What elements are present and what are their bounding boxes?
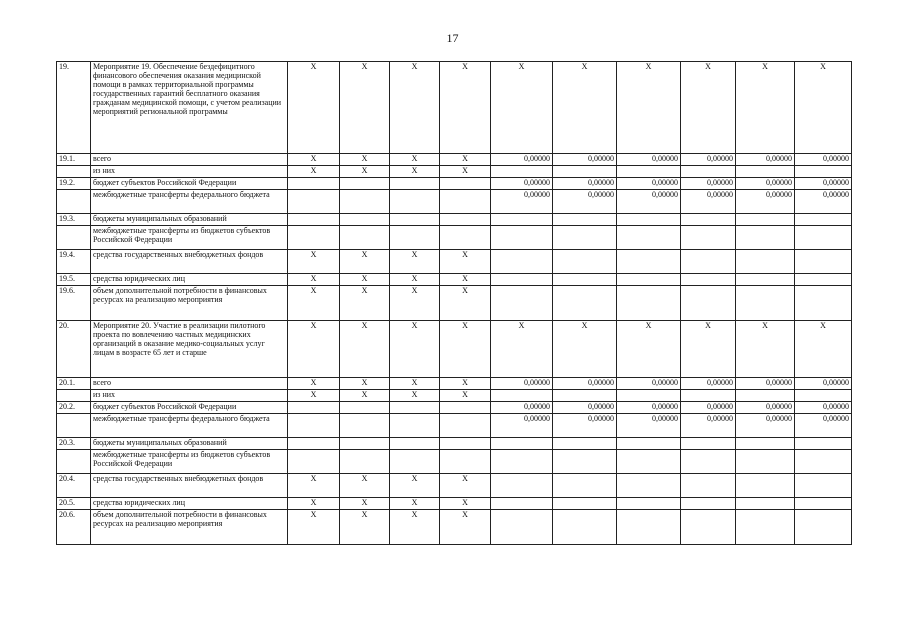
- table-cell: X: [440, 474, 491, 498]
- table-cell: X: [288, 62, 340, 154]
- table-row: [57, 226, 852, 250]
- table-cell: [617, 166, 681, 178]
- table-cell: 0,00000: [681, 402, 736, 414]
- row-name: из них: [91, 166, 288, 178]
- table-cell: [553, 286, 617, 321]
- table-cell: X: [553, 321, 617, 378]
- table-cell: 0,00000: [491, 178, 553, 190]
- table-cell: [617, 250, 681, 274]
- table-cell: X: [390, 250, 440, 274]
- row-number: 20.4.: [57, 474, 91, 498]
- table-cell: [795, 510, 852, 545]
- table-cell: [390, 450, 440, 474]
- table-cell: X: [617, 62, 681, 154]
- table-cell: 0,00000: [795, 154, 852, 166]
- table-cell: 0,00000: [491, 402, 553, 414]
- table-cell: [553, 214, 617, 226]
- row-name: всего: [91, 154, 288, 166]
- table-cell: [795, 450, 852, 474]
- table-cell: [681, 226, 736, 250]
- table-cell: X: [795, 321, 852, 378]
- table-row: [57, 286, 852, 321]
- table-cell: [440, 402, 491, 414]
- table-cell: 0,00000: [795, 190, 852, 214]
- table-cell: X: [440, 62, 491, 154]
- table-cell: [795, 226, 852, 250]
- table-cell: X: [390, 166, 440, 178]
- table-cell: 0,00000: [681, 378, 736, 390]
- table-cell: 0,00000: [617, 414, 681, 438]
- table-row: [57, 166, 852, 178]
- table-cell: X: [617, 321, 681, 378]
- table-cell: [553, 166, 617, 178]
- row-name: объем дополнительной потребности в финансовых ресурсах на реализацию мероприятия: [91, 510, 288, 545]
- page-number: 17: [446, 31, 459, 45]
- table-cell: X: [288, 390, 340, 402]
- table-cell: X: [390, 154, 440, 166]
- table-cell: 0,00000: [491, 378, 553, 390]
- table-cell: [491, 274, 553, 286]
- table-cell: X: [288, 378, 340, 390]
- table-cell: 0,00000: [553, 154, 617, 166]
- row-name: средства юридических лиц: [91, 274, 288, 286]
- table-cell: [681, 474, 736, 498]
- table-cell: [681, 498, 736, 510]
- table-cell: [617, 226, 681, 250]
- row-name: из них: [91, 390, 288, 402]
- table-cell: [553, 474, 617, 498]
- row-number: 20.1.: [57, 378, 91, 390]
- table-cell: X: [340, 321, 390, 378]
- table-cell: [288, 402, 340, 414]
- table-cell: 0,00000: [617, 154, 681, 166]
- table-row: [57, 62, 852, 154]
- table-cell: X: [288, 510, 340, 545]
- table-cell: X: [390, 378, 440, 390]
- row-name: объем дополнительной потребности в финансовых ресурсах на реализацию мероприятия: [91, 286, 288, 321]
- table-cell: [288, 214, 340, 226]
- row-number: 20.6.: [57, 510, 91, 545]
- table-cell: [736, 390, 795, 402]
- table-cell: 0,00000: [553, 414, 617, 438]
- table-cell: [288, 450, 340, 474]
- table-cell: [617, 274, 681, 286]
- table-cell: [681, 390, 736, 402]
- table-cell: [340, 414, 390, 438]
- row-number: 19.: [57, 62, 91, 154]
- table-cell: X: [390, 286, 440, 321]
- table-row: [57, 402, 852, 414]
- row-number: [57, 190, 91, 214]
- row-name: бюджет субъектов Российской Федерации: [91, 402, 288, 414]
- table-cell: [340, 214, 390, 226]
- table-row: [57, 190, 852, 214]
- table-cell: X: [340, 286, 390, 321]
- table-row: [57, 250, 852, 274]
- table-cell: [681, 286, 736, 321]
- table-cell: [440, 414, 491, 438]
- table-cell: [440, 178, 491, 190]
- table-cell: [617, 214, 681, 226]
- table-cell: [617, 450, 681, 474]
- table-cell: [440, 450, 491, 474]
- table-cell: [553, 438, 617, 450]
- table-row: [57, 498, 852, 510]
- table-row: [57, 450, 852, 474]
- table-cell: [736, 474, 795, 498]
- table-cell: [390, 414, 440, 438]
- table-cell: 0,00000: [553, 378, 617, 390]
- table-cell: [340, 190, 390, 214]
- table-cell: [390, 226, 440, 250]
- table-cell: 0,00000: [617, 378, 681, 390]
- table-cell: [491, 390, 553, 402]
- table-cell: X: [440, 321, 491, 378]
- table-cell: [440, 438, 491, 450]
- row-name: межбюджетные трансферты из бюджетов субъектов Российской Федерации: [91, 450, 288, 474]
- table-cell: [736, 250, 795, 274]
- table-cell: [491, 166, 553, 178]
- table-cell: [681, 450, 736, 474]
- table-row: [57, 510, 852, 545]
- table-cell: 0,00000: [553, 402, 617, 414]
- table-cell: X: [288, 474, 340, 498]
- table-cell: 0,00000: [491, 190, 553, 214]
- row-name: Мероприятие 20. Участие в реализации пилотного проекта по вовлечению частных медицинских организаций в оказание медико-социальных услуг лицам в возрасте 65 лет и старше: [91, 321, 288, 378]
- row-name: бюджеты муниципальных образований: [91, 438, 288, 450]
- table-cell: [736, 286, 795, 321]
- table-cell: [736, 510, 795, 545]
- table-row: [57, 378, 852, 390]
- table-cell: 0,00000: [681, 178, 736, 190]
- table-cell: X: [440, 154, 491, 166]
- table-row: [57, 438, 852, 450]
- table-cell: X: [440, 286, 491, 321]
- table-cell: X: [340, 390, 390, 402]
- row-number: [57, 390, 91, 402]
- table-cell: X: [340, 498, 390, 510]
- table-cell: 0,00000: [617, 190, 681, 214]
- table-cell: [390, 178, 440, 190]
- table-cell: [617, 474, 681, 498]
- table-cell: X: [340, 154, 390, 166]
- table-cell: [617, 390, 681, 402]
- table-cell: 0,00000: [736, 402, 795, 414]
- table-cell: 0,00000: [617, 402, 681, 414]
- table-cell: X: [440, 250, 491, 274]
- table-cell: [736, 226, 795, 250]
- table-cell: [681, 510, 736, 545]
- table-cell: [491, 510, 553, 545]
- row-name: средства государственных внебюджетных фондов: [91, 250, 288, 274]
- table-cell: [440, 214, 491, 226]
- table-cell: [491, 250, 553, 274]
- table-cell: 0,00000: [491, 154, 553, 166]
- row-name: средства государственных внебюджетных фондов: [91, 474, 288, 498]
- table-cell: 0,00000: [795, 402, 852, 414]
- table-cell: [340, 226, 390, 250]
- table-cell: [617, 510, 681, 545]
- table-cell: 0,00000: [617, 178, 681, 190]
- table-cell: [795, 474, 852, 498]
- row-name: межбюджетные трансферты федерального бюджета: [91, 414, 288, 438]
- table-cell: X: [288, 154, 340, 166]
- table-cell: X: [390, 390, 440, 402]
- table-row: [57, 474, 852, 498]
- table-cell: [553, 250, 617, 274]
- table-cell: 0,00000: [736, 154, 795, 166]
- table-cell: 0,00000: [795, 414, 852, 438]
- table-row: [57, 414, 852, 438]
- table-cell: [681, 214, 736, 226]
- table-cell: 0,00000: [795, 378, 852, 390]
- table-cell: [288, 226, 340, 250]
- table-cell: X: [288, 321, 340, 378]
- table-cell: X: [288, 250, 340, 274]
- table-cell: X: [340, 510, 390, 545]
- table-cell: X: [288, 498, 340, 510]
- table-cell: X: [288, 274, 340, 286]
- table-cell: [681, 438, 736, 450]
- row-name: средства юридических лиц: [91, 498, 288, 510]
- table-cell: X: [340, 62, 390, 154]
- table-cell: [553, 226, 617, 250]
- table-cell: X: [340, 378, 390, 390]
- table-row: [57, 178, 852, 190]
- table-cell: [681, 166, 736, 178]
- table-cell: X: [340, 474, 390, 498]
- table-cell: 0,00000: [736, 378, 795, 390]
- table-cell: [390, 214, 440, 226]
- table-cell: X: [440, 378, 491, 390]
- table-cell: X: [491, 321, 553, 378]
- row-number: 20.: [57, 321, 91, 378]
- table-cell: X: [390, 510, 440, 545]
- budget-table: [56, 61, 852, 545]
- table-cell: X: [340, 250, 390, 274]
- table-cell: [491, 474, 553, 498]
- table-cell: X: [390, 274, 440, 286]
- table-cell: [340, 438, 390, 450]
- table-cell: X: [440, 274, 491, 286]
- table-cell: X: [736, 321, 795, 378]
- table-cell: [795, 214, 852, 226]
- row-number: 19.5.: [57, 274, 91, 286]
- row-number: 20.2.: [57, 402, 91, 414]
- table-cell: X: [340, 274, 390, 286]
- table-cell: [288, 438, 340, 450]
- table-cell: [795, 166, 852, 178]
- table-row: [57, 214, 852, 226]
- table-cell: [390, 402, 440, 414]
- table-cell: X: [390, 62, 440, 154]
- row-name: межбюджетные трансферты из бюджетов субъектов Российской Федерации: [91, 226, 288, 250]
- table-cell: [795, 274, 852, 286]
- table-cell: 0,00000: [553, 190, 617, 214]
- table-cell: [736, 450, 795, 474]
- table-cell: X: [440, 510, 491, 545]
- table-cell: [795, 390, 852, 402]
- table-row: [57, 390, 852, 402]
- table-cell: [736, 438, 795, 450]
- table-cell: [340, 178, 390, 190]
- table-cell: [736, 498, 795, 510]
- table-cell: [553, 274, 617, 286]
- table-cell: [491, 498, 553, 510]
- row-number: 20.3.: [57, 438, 91, 450]
- table-cell: [617, 498, 681, 510]
- table-row: [57, 274, 852, 286]
- table-cell: [440, 226, 491, 250]
- table-cell: [288, 190, 340, 214]
- row-number: 19.2.: [57, 178, 91, 190]
- table-cell: 0,00000: [553, 178, 617, 190]
- table-cell: 0,00000: [736, 190, 795, 214]
- table-cell: [491, 286, 553, 321]
- table-cell: [795, 250, 852, 274]
- table-cell: 0,00000: [681, 190, 736, 214]
- row-number: [57, 226, 91, 250]
- table-cell: 0,00000: [681, 414, 736, 438]
- table-cell: [288, 178, 340, 190]
- table-cell: X: [288, 166, 340, 178]
- table-cell: X: [390, 321, 440, 378]
- table-cell: 0,00000: [795, 178, 852, 190]
- table-cell: [553, 498, 617, 510]
- table-cell: X: [440, 166, 491, 178]
- table-cell: [340, 402, 390, 414]
- table-cell: [553, 510, 617, 545]
- row-name: Мероприятие 19. Обеспечение бездефицитного финансового обеспечения оказания медицинской помощи в рамках территориальной программы государственных гарантий бесплатного оказания гражданам медицинской помощи, с учетом реализации мероприятий региональной программы: [91, 62, 288, 154]
- table-cell: [440, 190, 491, 214]
- table-cell: X: [491, 62, 553, 154]
- table-cell: [491, 226, 553, 250]
- row-name: межбюджетные трансферты федерального бюджета: [91, 190, 288, 214]
- table-cell: [681, 274, 736, 286]
- table-cell: [736, 214, 795, 226]
- table-cell: X: [795, 62, 852, 154]
- row-number: 19.6.: [57, 286, 91, 321]
- table-cell: [553, 390, 617, 402]
- table-cell: 0,00000: [736, 178, 795, 190]
- row-name: бюджеты муниципальных образований: [91, 214, 288, 226]
- row-number: 19.4.: [57, 250, 91, 274]
- table-cell: [736, 166, 795, 178]
- table-cell: 0,00000: [491, 414, 553, 438]
- table-cell: [795, 438, 852, 450]
- table-cell: X: [288, 286, 340, 321]
- table-cell: [553, 450, 617, 474]
- row-number: [57, 414, 91, 438]
- table-cell: [617, 438, 681, 450]
- table-cell: 0,00000: [681, 154, 736, 166]
- row-number: 20.5.: [57, 498, 91, 510]
- table-cell: X: [681, 62, 736, 154]
- table-body: [57, 62, 852, 545]
- table-cell: [617, 286, 681, 321]
- table-row: [57, 154, 852, 166]
- table-cell: [340, 450, 390, 474]
- row-number: 19.1.: [57, 154, 91, 166]
- table-cell: [736, 274, 795, 286]
- table-row: [57, 321, 852, 378]
- row-name: всего: [91, 378, 288, 390]
- table-cell: X: [390, 498, 440, 510]
- table-cell: X: [440, 390, 491, 402]
- table-cell: [288, 414, 340, 438]
- table-cell: [390, 438, 440, 450]
- table-cell: [491, 214, 553, 226]
- row-number: 19.3.: [57, 214, 91, 226]
- table-cell: X: [340, 166, 390, 178]
- row-number: [57, 166, 91, 178]
- table-cell: X: [553, 62, 617, 154]
- table-cell: [491, 450, 553, 474]
- table-cell: X: [390, 474, 440, 498]
- table-cell: X: [681, 321, 736, 378]
- table-cell: [795, 498, 852, 510]
- row-name: бюджет субъектов Российской Федерации: [91, 178, 288, 190]
- table-cell: [795, 286, 852, 321]
- table-cell: 0,00000: [736, 414, 795, 438]
- table-cell: X: [736, 62, 795, 154]
- table-cell: X: [440, 498, 491, 510]
- table-cell: [491, 438, 553, 450]
- table-cell: [390, 190, 440, 214]
- table-cell: [681, 250, 736, 274]
- row-number: [57, 450, 91, 474]
